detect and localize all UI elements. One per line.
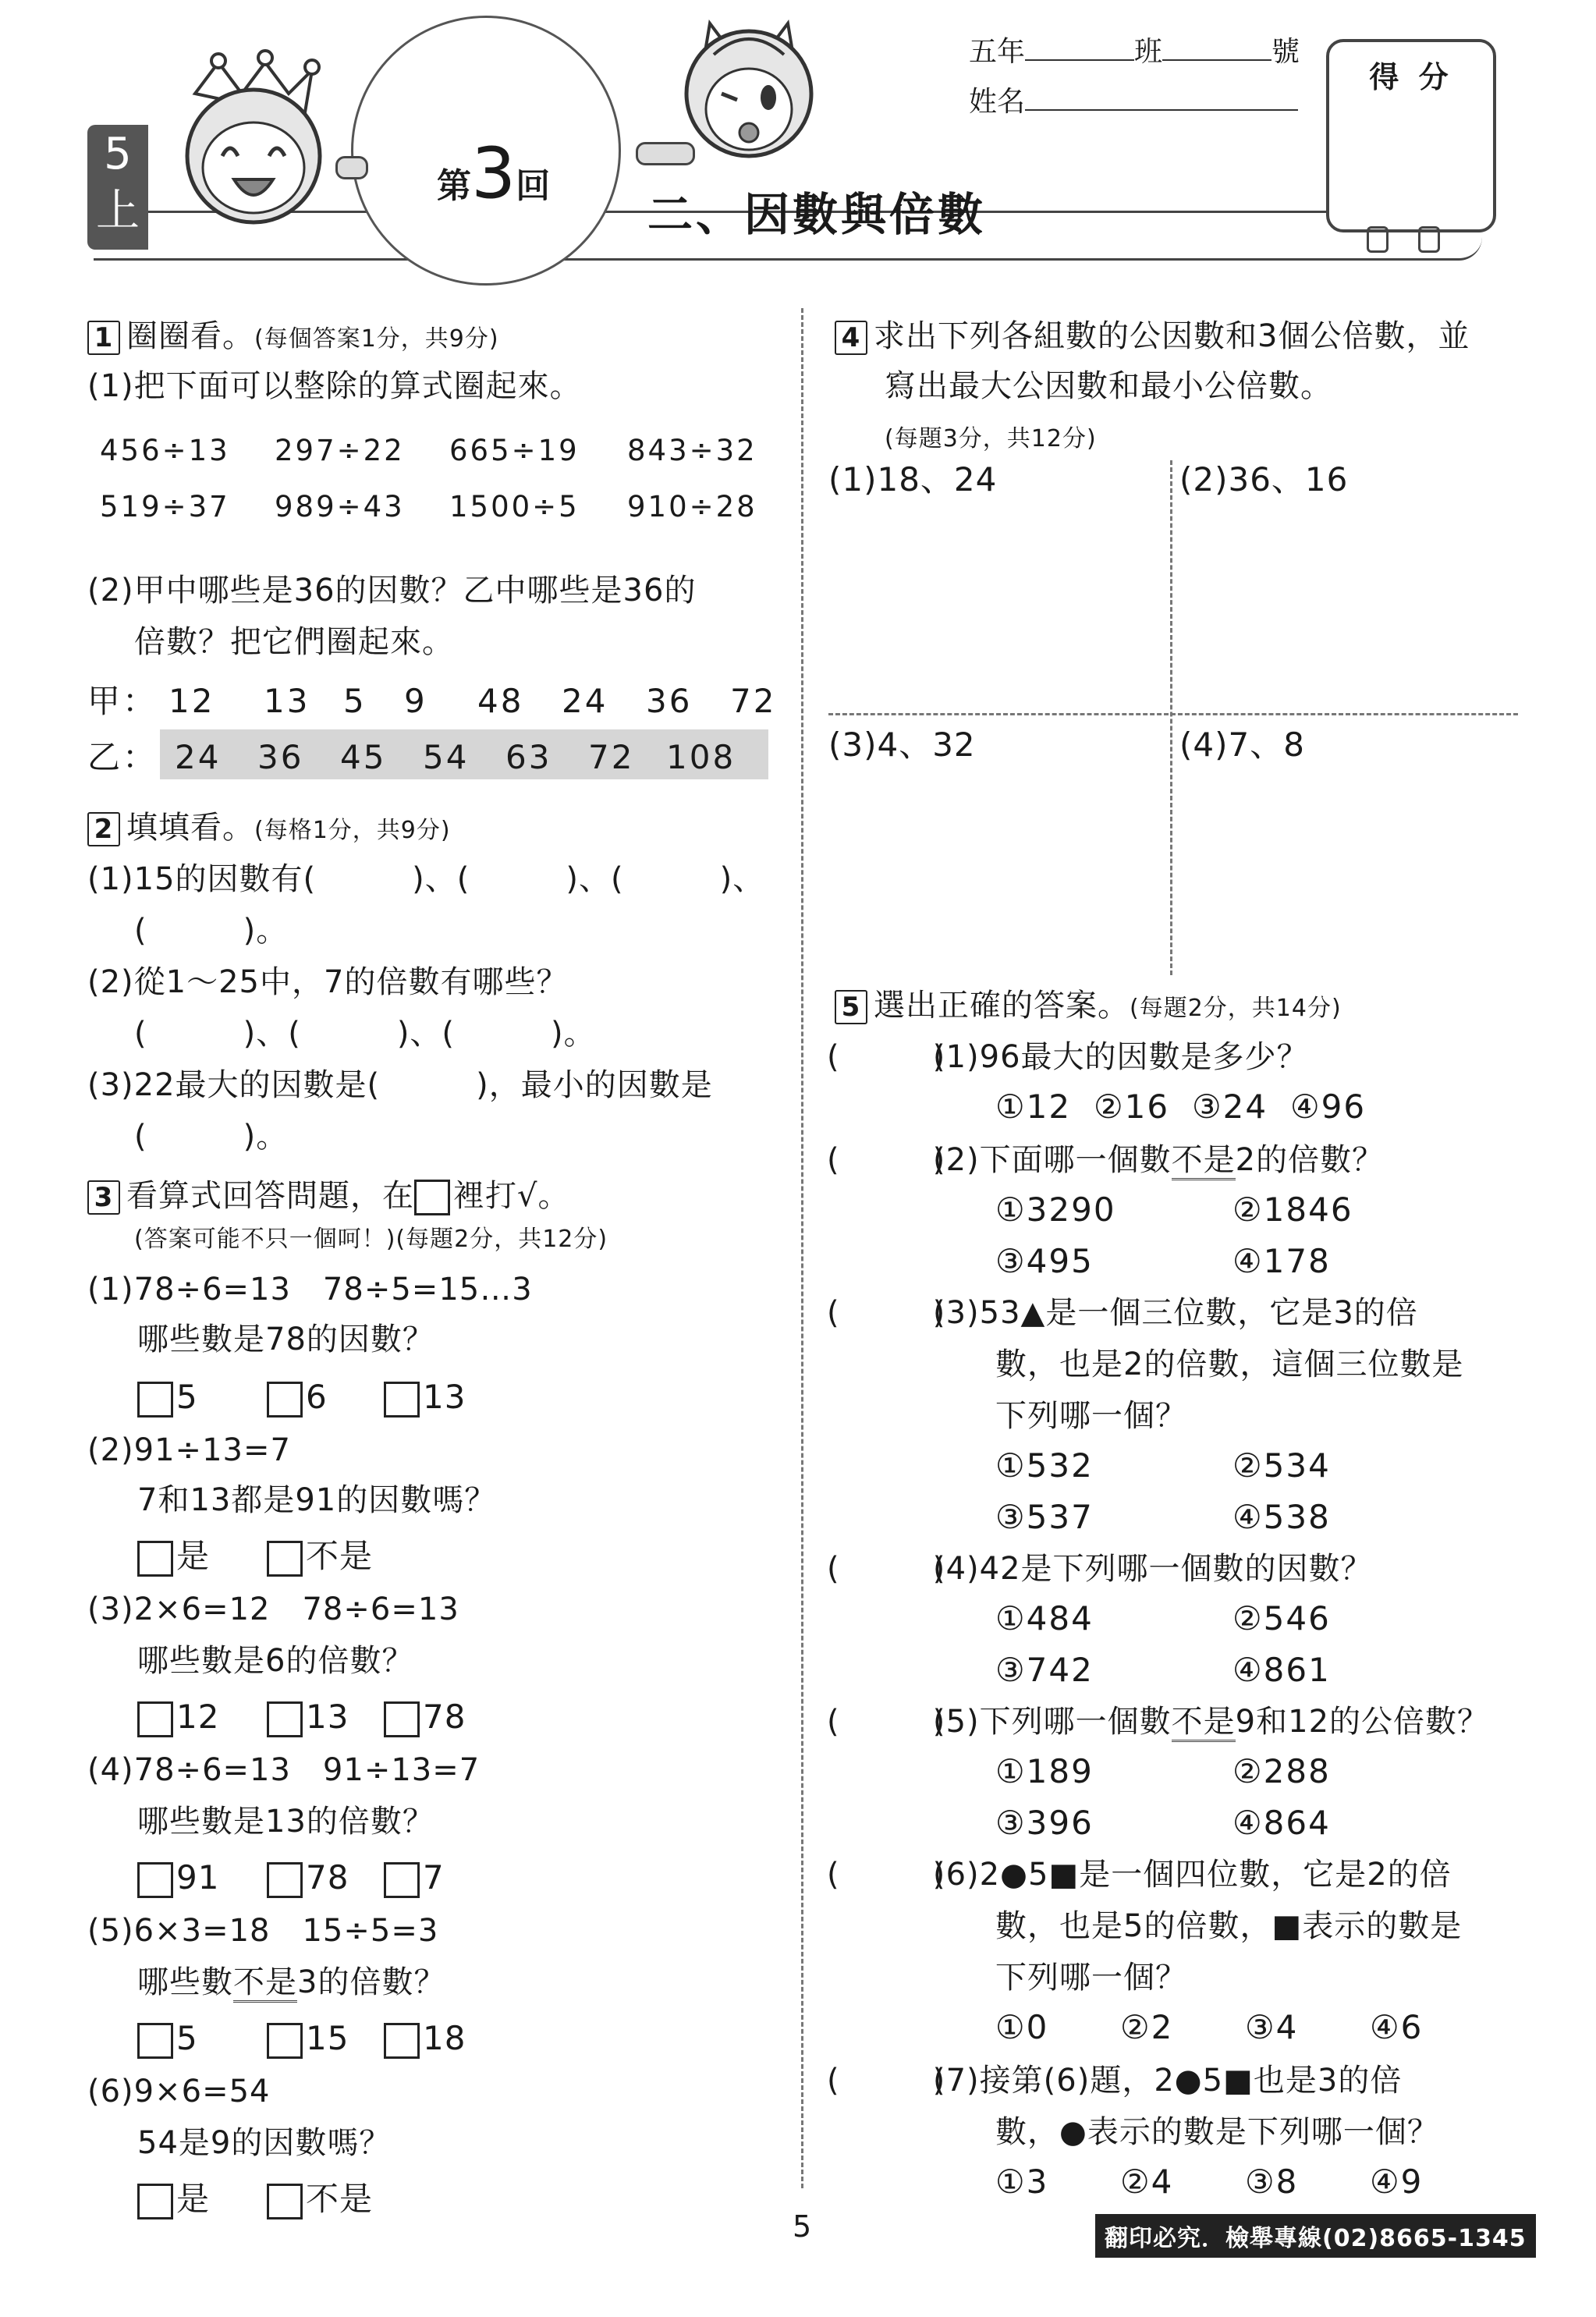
q3-p4-q: 哪些數是13的倍數？ (137, 1804, 434, 1840)
q5-p4-opts-b: ③742 ④861 (995, 1651, 1331, 1689)
q2-heading: 2 填填看。(每格1分，共9分) (87, 807, 451, 852)
checkbox-sample-icon (414, 1180, 450, 1215)
q5-p7-l1: (7)接第(6)題，2●5■也是3的倍 (933, 2063, 1403, 2099)
q3-p4-eq: (4)78÷6=13 91÷13=7 (87, 1752, 481, 1788)
q5-p5-opts-b: ③396 ④864 (995, 1804, 1331, 1842)
q4-title-line2: 寫出最大公因數和最小公倍數。 (885, 368, 1332, 404)
q5-number: 5 (835, 990, 867, 1024)
q5-answer-blank[interactable]: ( ) (827, 2063, 945, 2099)
q1-p1-text: (1)把下面可以整除的算式圈起來。 (87, 368, 582, 404)
checkbox[interactable] (267, 1701, 303, 1737)
q5-answer-blank[interactable]: ( ) (827, 1295, 945, 1331)
name-line: 姓名 (969, 80, 1298, 119)
page-number: 5 (793, 2209, 812, 2244)
q2-line4: ( )、( )、( )。 (134, 1016, 596, 1052)
class-line: 五年 班 號 (969, 36, 1300, 68)
q5-p3-opts-a: ①532 ②534 (995, 1446, 1331, 1485)
q3-p6-q: 54是9的因數嗎？ (137, 2125, 392, 2161)
checkbox[interactable] (267, 2184, 303, 2219)
q2-line6: ( )。 (134, 1119, 289, 1155)
q5-p5-opts-a: ①189 ②288 (995, 1752, 1331, 1790)
q3-p2-opts: 是 不是 (137, 1535, 373, 1577)
q2-line2: ( )。 (134, 913, 289, 949)
q2-line5: (3)22最大的因數是( )，最小的因數是 (87, 1067, 713, 1103)
q3-p5-opts: 5 15 18 (137, 2017, 466, 2060)
checkbox[interactable] (384, 1701, 420, 1737)
q3-p2-q: 7和13都是91的因數嗎？ (137, 1482, 497, 1518)
q5-p4: (4)42是下列哪一個數的因數？ (933, 1551, 1373, 1587)
q5-p3-l3: 下列哪一個？ (995, 1398, 1187, 1434)
q4-p1: (1)18、24 (828, 460, 998, 499)
q3-p3-q: 哪些數是6的倍數？ (137, 1643, 414, 1679)
q5-p6-opts: ①0 ②2 ③4 ④6 (995, 2008, 1424, 2046)
q3-p3-opts: 12 13 78 (137, 1696, 466, 1738)
q4-horizontal-divider (828, 713, 1518, 715)
checkbox[interactable] (384, 2023, 420, 2059)
unit-title: 二、因數與倍數 (647, 188, 987, 241)
q3-number: 3 (87, 1180, 120, 1215)
q5-p3-l2: 數，也是2的倍數，這個三位數是 (995, 1347, 1464, 1382)
q1-p2-line1: (2)甲中哪些是36的因數？乙中哪些是36的 (87, 573, 697, 609)
score-box (1326, 39, 1496, 232)
q5-p4-opts-a: ①484 ②546 (995, 1599, 1331, 1638)
q3-p1-q: 哪些數是78的因數？ (137, 1322, 434, 1357)
q3-p5-q: 哪些數不是3的倍數？ (137, 1961, 445, 2003)
q4-p3: (3)4、32 (828, 726, 976, 764)
page-header (0, 0, 1596, 296)
q5-p6-l3: 下列哪一個？ (995, 1960, 1187, 1996)
q3-note: (答案可能不只一個呵！)(每題2分，共12分) (134, 1226, 608, 1253)
round-title: 第3回 (437, 133, 551, 215)
q5-p6-l2: 數，也是5的倍數，■表示的數是 (995, 1908, 1463, 1944)
q5-answer-blank[interactable]: ( ) (827, 1857, 945, 1893)
checkbox[interactable] (137, 2184, 173, 2219)
q3-p6-eq: (6)9×6=54 (87, 2074, 271, 2109)
q1-expr-row2: 519÷37 989÷43 1500÷5 910÷28 (100, 490, 757, 523)
checkbox[interactable] (267, 1541, 303, 1577)
q5-p1-opts: ①12 ②16 ③24 ④96 (995, 1088, 1367, 1126)
q4-heading: 4 求出下列各組數的公因數和3個公倍數，並 (835, 315, 1470, 357)
q1-yi-row: 乙： 24 36 45 54 63 72 108 (87, 738, 736, 776)
q5-p7-l2: 數，●表示的數是下列哪一個？ (995, 2114, 1439, 2150)
checkbox[interactable] (137, 2023, 173, 2059)
q3-p5-eq: (5)6×3=18 15÷5=3 (87, 1913, 439, 1949)
q1-heading: 1 圈圈看。(每個答案1分，共9分) (87, 315, 499, 360)
q4-number: 4 (835, 321, 867, 355)
q3-heading: 3 看算式回答問題，在 裡打√。 (87, 1175, 570, 1217)
q5-answer-blank[interactable]: ( ) (827, 1551, 945, 1587)
q4-p4: (4)7、8 (1179, 726, 1305, 764)
q4-vertical-divider (1170, 460, 1172, 975)
column-divider (801, 308, 803, 2188)
checkbox[interactable] (267, 1382, 303, 1418)
checkbox[interactable] (137, 1862, 173, 1898)
q5-p1: (1)96最大的因數是多少？ (933, 1039, 1309, 1075)
q5-answer-blank[interactable]: ( ) (827, 1039, 945, 1075)
score-foot-left (1367, 226, 1389, 253)
q3-p4-opts: 91 78 7 (137, 1857, 445, 1899)
q5-p6-l1: (6)2●5■是一個四位數，它是2的倍 (933, 1857, 1452, 1893)
q5-heading: 5 選出正確的答案。(每題2分，共14分) (835, 985, 1342, 1030)
q2-number: 2 (87, 812, 120, 846)
q5-p5: (5)下列哪一個數不是9和12的公倍數？ (933, 1701, 1489, 1743)
grade-badge: 5 上 (87, 125, 148, 250)
q5-p2: (2)下面哪一個數不是2的倍數？ (933, 1139, 1384, 1181)
q2-line3: (2)從1～25中，7的倍數有哪些？ (87, 964, 569, 1000)
checkbox[interactable] (384, 1862, 420, 1898)
q3-p1-eq: (1)78÷6=13 78÷5=15…3 (87, 1272, 533, 1308)
q4-p2: (2)36、16 (1179, 460, 1349, 499)
mascot-left-icon (164, 47, 343, 226)
q5-p2-opts-a: ①3290 ②1846 (995, 1190, 1353, 1229)
q4-points: (每題3分，共12分) (885, 425, 1097, 452)
checkbox[interactable] (384, 1382, 420, 1418)
q1-expr-row1: 456÷13 297÷22 665÷19 843÷32 (100, 434, 757, 467)
q3-p2-eq: (2)91÷13=7 (87, 1432, 291, 1468)
q3-p1-opts: 5 6 13 (137, 1376, 466, 1418)
connector-left (335, 156, 368, 179)
q2-line1: (1)15的因數有( )、( )、( )、 (87, 861, 765, 897)
copyright-bar: 翻印必究．檢舉專線(02)8665-1345 (1095, 2214, 1536, 2258)
q5-p2-opts-b: ③495 ④178 (995, 1242, 1331, 1280)
q1-number: 1 (87, 321, 120, 355)
checkbox[interactable] (137, 1541, 173, 1577)
mascot-right-icon (671, 8, 827, 172)
checkbox[interactable] (137, 1701, 173, 1737)
q1-p2-line2: 倍數？把它們圈起來。 (134, 624, 454, 660)
score-foot-right (1418, 226, 1440, 253)
checkbox[interactable] (267, 2023, 303, 2059)
q3-p6-opts: 是 不是 (137, 2178, 373, 2220)
q5-answer-blank[interactable]: ( ) (827, 1704, 945, 1740)
q1-jia-row: 甲： 12 13 5 9 48 24 36 72 (87, 682, 777, 720)
checkbox[interactable] (137, 1382, 173, 1418)
q5-p3-l1: (3)53▲是一個三位數，它是3的倍 (933, 1295, 1418, 1331)
score-label: 得 分 (1369, 60, 1453, 94)
q3-p3-eq: (3)2×6=12 78÷6=13 (87, 1591, 459, 1627)
q5-p7-opts: ①3 ②4 ③8 ④9 (995, 2163, 1424, 2201)
q5-p3-opts-b: ③537 ④538 (995, 1498, 1331, 1536)
q5-answer-blank[interactable]: ( ) (827, 1142, 945, 1178)
checkbox[interactable] (267, 1862, 303, 1898)
